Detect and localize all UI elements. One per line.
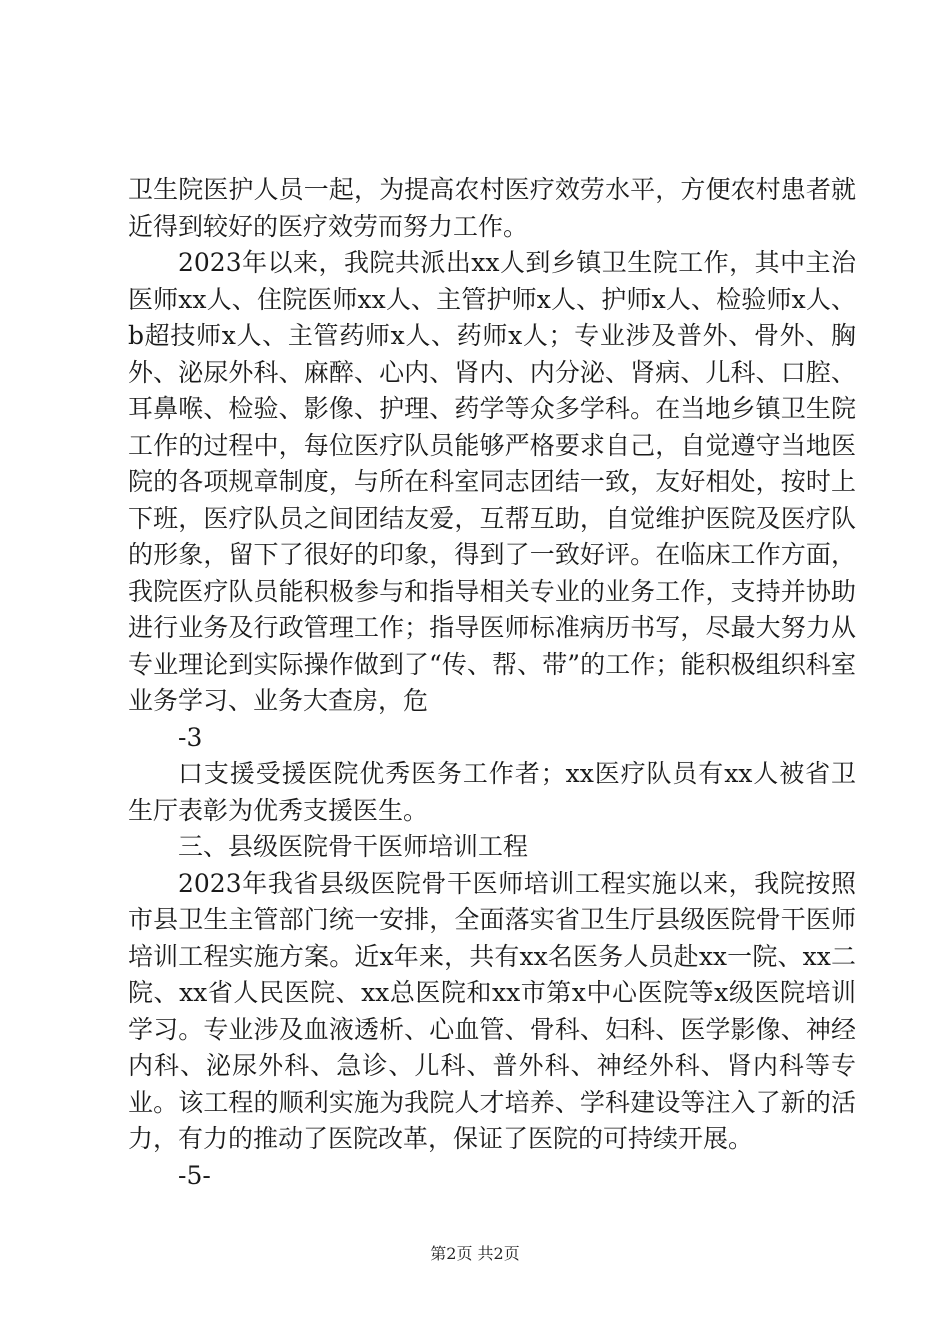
page-marker: -5- xyxy=(178,1160,211,1190)
paragraph-training-program: 2023年我省县级医院骨干医师培训工程实施以来，我院按照市县卫生主管部门统一安排，全面落实省卫生厅县级医院骨干医师培训工程实施方案。近x年来，共有xx名医务人员赴xx一院、xx二院、xx省人民医院、xx总医院和xx市第x中心医院等x级医院培训学习。专业涉及血液透析、心血管、骨科、妇科、医学影像、神经内科、泌尿外科、急诊、儿科、普外科、神经外科、肾内科等专业。该工程的顺利实施为我院人才培养、学科建设等注入了新的活力，有力的推动了医院改革，保证了医院的可持续开展。 xyxy=(128,868,856,1153)
section-heading: 三、县级医院骨干医师培训工程 xyxy=(178,832,529,861)
paragraph-continuation: 卫生院医护人员一起，为提高农村医疗效劳水平，方便农村患者就近得到较好的医疗效劳而努力工作。 xyxy=(128,175,856,241)
paragraph-commendation: 口支援受援医院优秀医务工作者；xx医疗队员有xx人被省卫生厅表彰为优秀支援医生。 xyxy=(128,759,856,825)
paragraph-medical-team: 2023年以来，我院共派出xx人到乡镇卫生院工作，其中主治医师xx人、住院医师xx人、主管护师x人、护师x人、检验师x人、b超技师x人、主管药师x人、药师x人；专业涉及普外、骨外、胸外、泌尿外科、麻醉、心内、肾内、内分泌、肾病、儿科、口腔、耳鼻喉、检验、影像、护理、药学等众多学科。在当地乡镇卫生院工作的过程中，每位医疗队员能够严格要求自己，自觉遵守当地医院的各项规章制度，与所在科室同志团结一致，友好相处，按时上下班，医疗队员之间团结友爱，互帮互助，自觉维护医院及医疗队的形象，留下了很好的印象，得到了一致好评。在临床工作方面，我院医疗队员能积极参与和指导相关专业的业务工作，支持并协助进行业务及行政管理工作；指导医师标准病历书写，尽最大努力从专业理论到实际操作做到了“传、帮、带”的工作；能积极组织科室业务学习、业务大查房，危 xyxy=(128,248,856,715)
page-footer: 第2页 共2页 xyxy=(430,1244,520,1263)
document-body xyxy=(128,172,856,1194)
page-marker: -3 xyxy=(178,722,203,752)
